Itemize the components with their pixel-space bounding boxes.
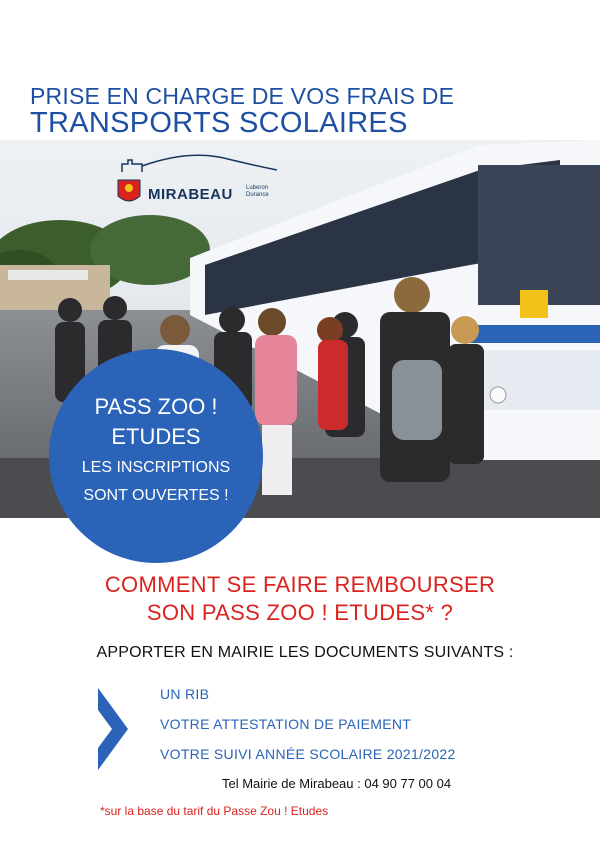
instructions: APPORTER EN MAIRIE LES DOCUMENTS SUIVANTS : xyxy=(96,644,514,661)
question-line-1: COMMENT SE FAIRE REMBOURSER xyxy=(104,572,496,597)
pass-zoo-badge xyxy=(49,349,263,563)
question-line-2: SON PASS ZOO ! ETUDES* ? xyxy=(146,600,454,625)
logo-sub-2: Durance xyxy=(246,192,269,198)
logo-subtitle xyxy=(246,185,269,199)
contact-phone: Tel Mairie de Mirabeau : 04 90 77 00 04 xyxy=(222,776,452,791)
document-item-suivi: VOTRE SUIVI ANNÉE SCOLAIRE 2021/2022 xyxy=(160,746,456,762)
title-line-1: PRISE EN CHARGE DE VOS FRAIS DE xyxy=(30,83,455,109)
badge-line-1: PASS ZOO ! xyxy=(94,394,218,419)
logo-name: MIRABEAU xyxy=(148,186,233,203)
badge-line-3: LES INSCRIPTIONS xyxy=(81,459,231,476)
chevron-right-icon xyxy=(96,686,130,772)
footnote: *sur la base du tarif du Passe Zou ! Etudes xyxy=(100,804,329,818)
document-item-rib: UN RIB xyxy=(160,686,210,702)
logo-sub-1: Luberon xyxy=(246,185,269,191)
title-line-2: TRANSPORTS SCOLAIRES xyxy=(30,107,408,139)
badge-line-2: ETUDES xyxy=(111,424,201,449)
document-item-attestation: VOTRE ATTESTATION DE PAIEMENT xyxy=(160,716,412,732)
badge-line-4: SONT OUVERTES ! xyxy=(83,487,229,504)
